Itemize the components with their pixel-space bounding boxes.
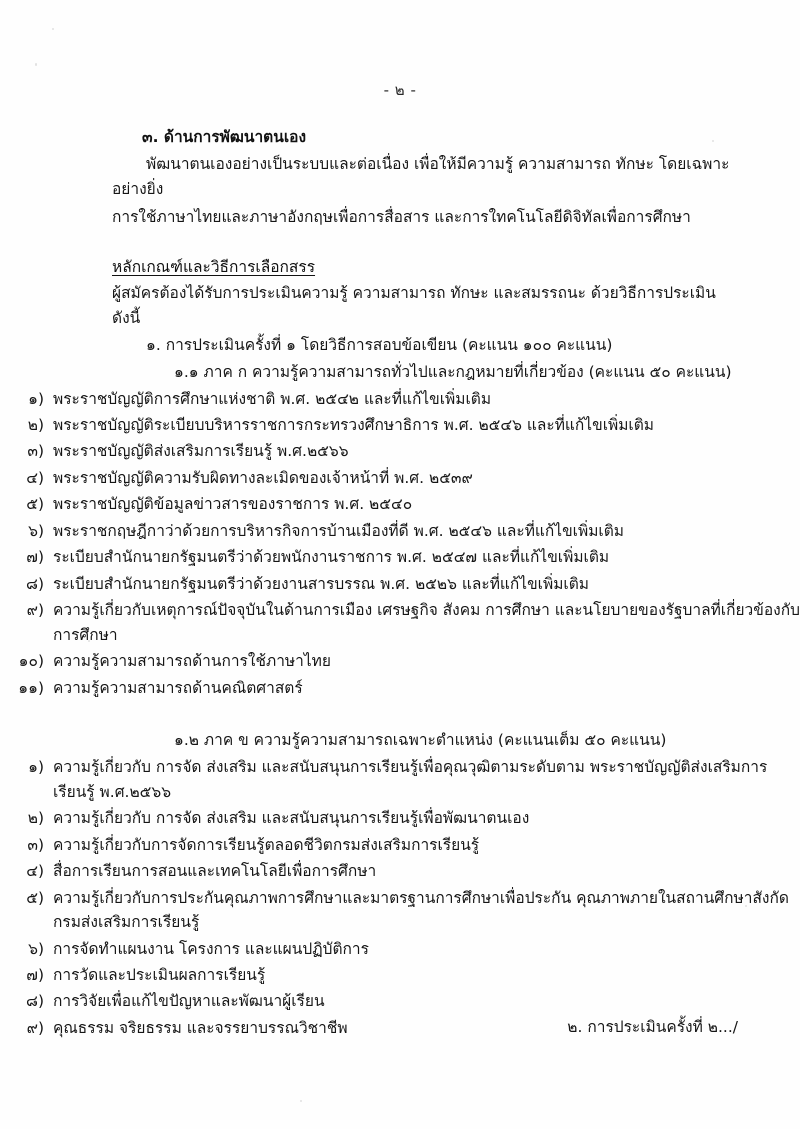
list-item-marker: ๕) [26, 888, 44, 907]
list-item-marker: ๔) [26, 468, 44, 487]
list-item [0, 833, 800, 857]
list-item-text: พระราชบัญญัติข้อมูลข่าวสารของราชการ พ.ศ. ๒๕๔๐ [53, 495, 413, 514]
list-item [0, 572, 800, 596]
list-item-marker: ๒) [27, 416, 44, 434]
scan-speck [300, 1100, 302, 1102]
list-item [0, 859, 800, 883]
page-number: - ๒ - [383, 81, 417, 99]
list-item-marker: ๘) [25, 574, 44, 593]
list-item-text: พระราชกฤษฎีกาว่าด้วยการบริหารกิจการบ้านเมืองที่ดี พ.ศ. ๒๕๔๖ และที่แก้ไขเพิ่มเติม [53, 521, 624, 540]
list-item-marker: ๒) [27, 809, 44, 828]
list-item [0, 466, 800, 490]
list-item [0, 492, 800, 516]
list-item [0, 387, 800, 411]
list-item-text: การวัดและประเมินผลการเรียนรู้ [53, 966, 266, 984]
list-item-text: พระราชบัญญัติความรับผิดทางละเมิดของเจ้าหน้าที่ พ.ศ. ๒๕๓๙ [53, 468, 473, 487]
list-item [0, 806, 800, 830]
list-item-marker: ๙) [26, 601, 44, 620]
assessment-round-1-heading: ๑. การประเมินครั้งที่ ๑ โดยวิธีการสอบข้อเขียน (คะแนน ๑๐๐ คะแนน) [146, 335, 613, 354]
list-item [0, 989, 800, 1013]
section-spacer [0, 700, 800, 726]
list-item-marker: ๙) [26, 1018, 44, 1037]
part-b-section [0, 728, 800, 753]
list-item-marker: ๑) [28, 758, 44, 777]
list-item [0, 598, 800, 647]
section-self-development [0, 124, 800, 385]
list-item-marker: ๖) [28, 939, 44, 958]
section-paragraph-line-1 [112, 152, 740, 202]
list-item-text: คุณธรรม จริยธรรม และจรรยาบรรณวิชาชีพ [53, 1018, 348, 1037]
list-item-marker: ๔) [26, 862, 44, 881]
list-item-marker: ๑๐) [18, 652, 44, 671]
section-heading-self-development: ๓. ด้านการพัฒนาตนเอง [142, 128, 307, 146]
section-paragraph-line-2: การใช้ภาษาไทยและภาษาอังกฤษเพื่อการสื่อสาร และการใทคโนโลยีดิจิทัลเพื่อการศึกษา [112, 208, 691, 227]
part-a-item-list [0, 387, 800, 701]
list-item [0, 676, 800, 700]
list-item-marker: ๑๑) [18, 678, 44, 697]
list-item-text: ความรู้เกี่ยวกับ การจัด ส่งเสริม และสนับสนุนการเรียนรู้เพื่อพัฒนาตนเอง [53, 809, 530, 828]
list-item-marker: ๑) [28, 389, 44, 408]
footer-continuation-note: ๒. การประเมินครั้งที่ ๒.../ [567, 1018, 738, 1036]
part-b-item-list [0, 755, 800, 1040]
list-item-text: ความรู้เกี่ยวกับ การจัด ส่งเสริม และสนับสนุนการเรียนรู้เพื่อคุณวุฒิตามระดับตาม พระราชบัญญัติส่งเสริมการเรียนรู้ พ.ศ.๒๕๖๖ [53, 758, 768, 801]
part-a-heading: ๑.๑ ภาค ก ความรู้ความสามารถทั่วไปและกฎหมายที่เกี่ยวข้อง (คะแนน ๕๐ คะแนน) [174, 362, 732, 381]
list-item-marker: ๓) [27, 835, 44, 854]
list-item [0, 755, 800, 804]
list-item-text: ระเบียบสำนักนายกรัฐมนตรีว่าด้วยงานสารบรรณ พ.ศ. ๒๕๒๖ และที่แก้ไขเพิ่มเติม [53, 574, 589, 593]
list-item [0, 545, 800, 569]
paragraph-text: พัฒนาตนเองอย่างเป็นระบบและต่อเนื่อง เพื่อให้มีความรู้ ความสามารถ ทักษะ โดยเฉพาะอย่างยิ่ง [112, 155, 730, 199]
list-item-text: ระเบียบสำนักนายกรัฐมนตรีว่าด้วยพนักงานราชการ พ.ศ. ๒๕๔๗ และที่แก้ไขเพิ่มเติม [53, 548, 610, 567]
list-item [0, 886, 800, 935]
list-item-text: สื่อการเรียนการสอนและเทคโนโลยีเพื่อการศึกษา [53, 862, 377, 881]
list-item-text: พระราชบัญญัติส่งเสริมการเรียนรู้ พ.ศ.๒๕๖๖ [53, 442, 349, 461]
list-item [0, 413, 800, 437]
list-item-marker: ๖) [28, 521, 44, 540]
list-item-marker: ๗) [26, 966, 44, 984]
list-item-text: ความรู้เกี่ยวกับการจัดการเรียนรู้ตลอดชีวิตกรมส่งเสริมการเรียนรู้ [53, 835, 480, 854]
list-item-marker: ๗) [26, 548, 44, 567]
part-b-heading: ๑.๒ ภาค ข ความรู้ความสามารถเฉพาะตำแหน่ง (คะแนนเต็ม ๕๐ คะแนน) [174, 731, 667, 750]
list-item-text: ความรู้เกี่ยวกับการประกันคุณภาพการศึกษาและมาตรฐานการศึกษาเพื่อประกัน คุณภาพภายในสถานศึกษาสังกัดกรมส่งเสริมการเรียนรู้ [53, 888, 789, 932]
list-item-marker: ๕) [26, 495, 44, 514]
list-item [0, 649, 800, 673]
list-item-marker: ๓) [27, 442, 44, 461]
list-item [0, 439, 800, 463]
list-item-text: ความรู้เกี่ยวกับเหตุการณ์ปัจจุบันในด้านการเมือง เศรษฐกิจ สังคม การศึกษา และนโยบายของรัฐบาลที่เกี่ยวข้องกับการศึกษา [53, 601, 800, 644]
list-item [0, 937, 800, 961]
criteria-heading: หลักเกณฑ์และวิธีการเลือกสรร [112, 258, 316, 277]
list-item [0, 963, 800, 987]
list-item-text: การจัดทำแผนงาน โครงการ และแผนปฏิบัติการ [53, 939, 369, 958]
list-item-text: การวิจัยเพื่อแก้ไขปัญหาและพัฒนาผู้เรียน [53, 992, 325, 1011]
list-item-text: ความรู้ความสามารถด้านคณิตศาสตร์ [53, 678, 303, 697]
list-item-marker: ๘) [25, 992, 44, 1011]
list-item-text: พระราชบัญญัติระเบียบบริหารราชการกระทรวงศึกษาธิการ พ.ศ. ๒๕๔๖ และที่แก้ไขเพิ่มเติม [53, 416, 655, 434]
list-item [0, 519, 800, 543]
list-item-text: ความรู้ความสามารถด้านการใช้ภาษาไทย [53, 652, 331, 671]
criteria-intro: ผู้สมัครต้องได้รับการประเมินความรู้ ความสามารถ ทักษะ และสมรรถนะ ด้วยวิธีการประเมิน ดังนี้ [112, 284, 716, 328]
list-item-text: พระราชบัญญัติการศึกษาแห่งชาติ พ.ศ. ๒๕๔๒ และที่แก้ไขเพิ่มเติม [53, 389, 492, 408]
